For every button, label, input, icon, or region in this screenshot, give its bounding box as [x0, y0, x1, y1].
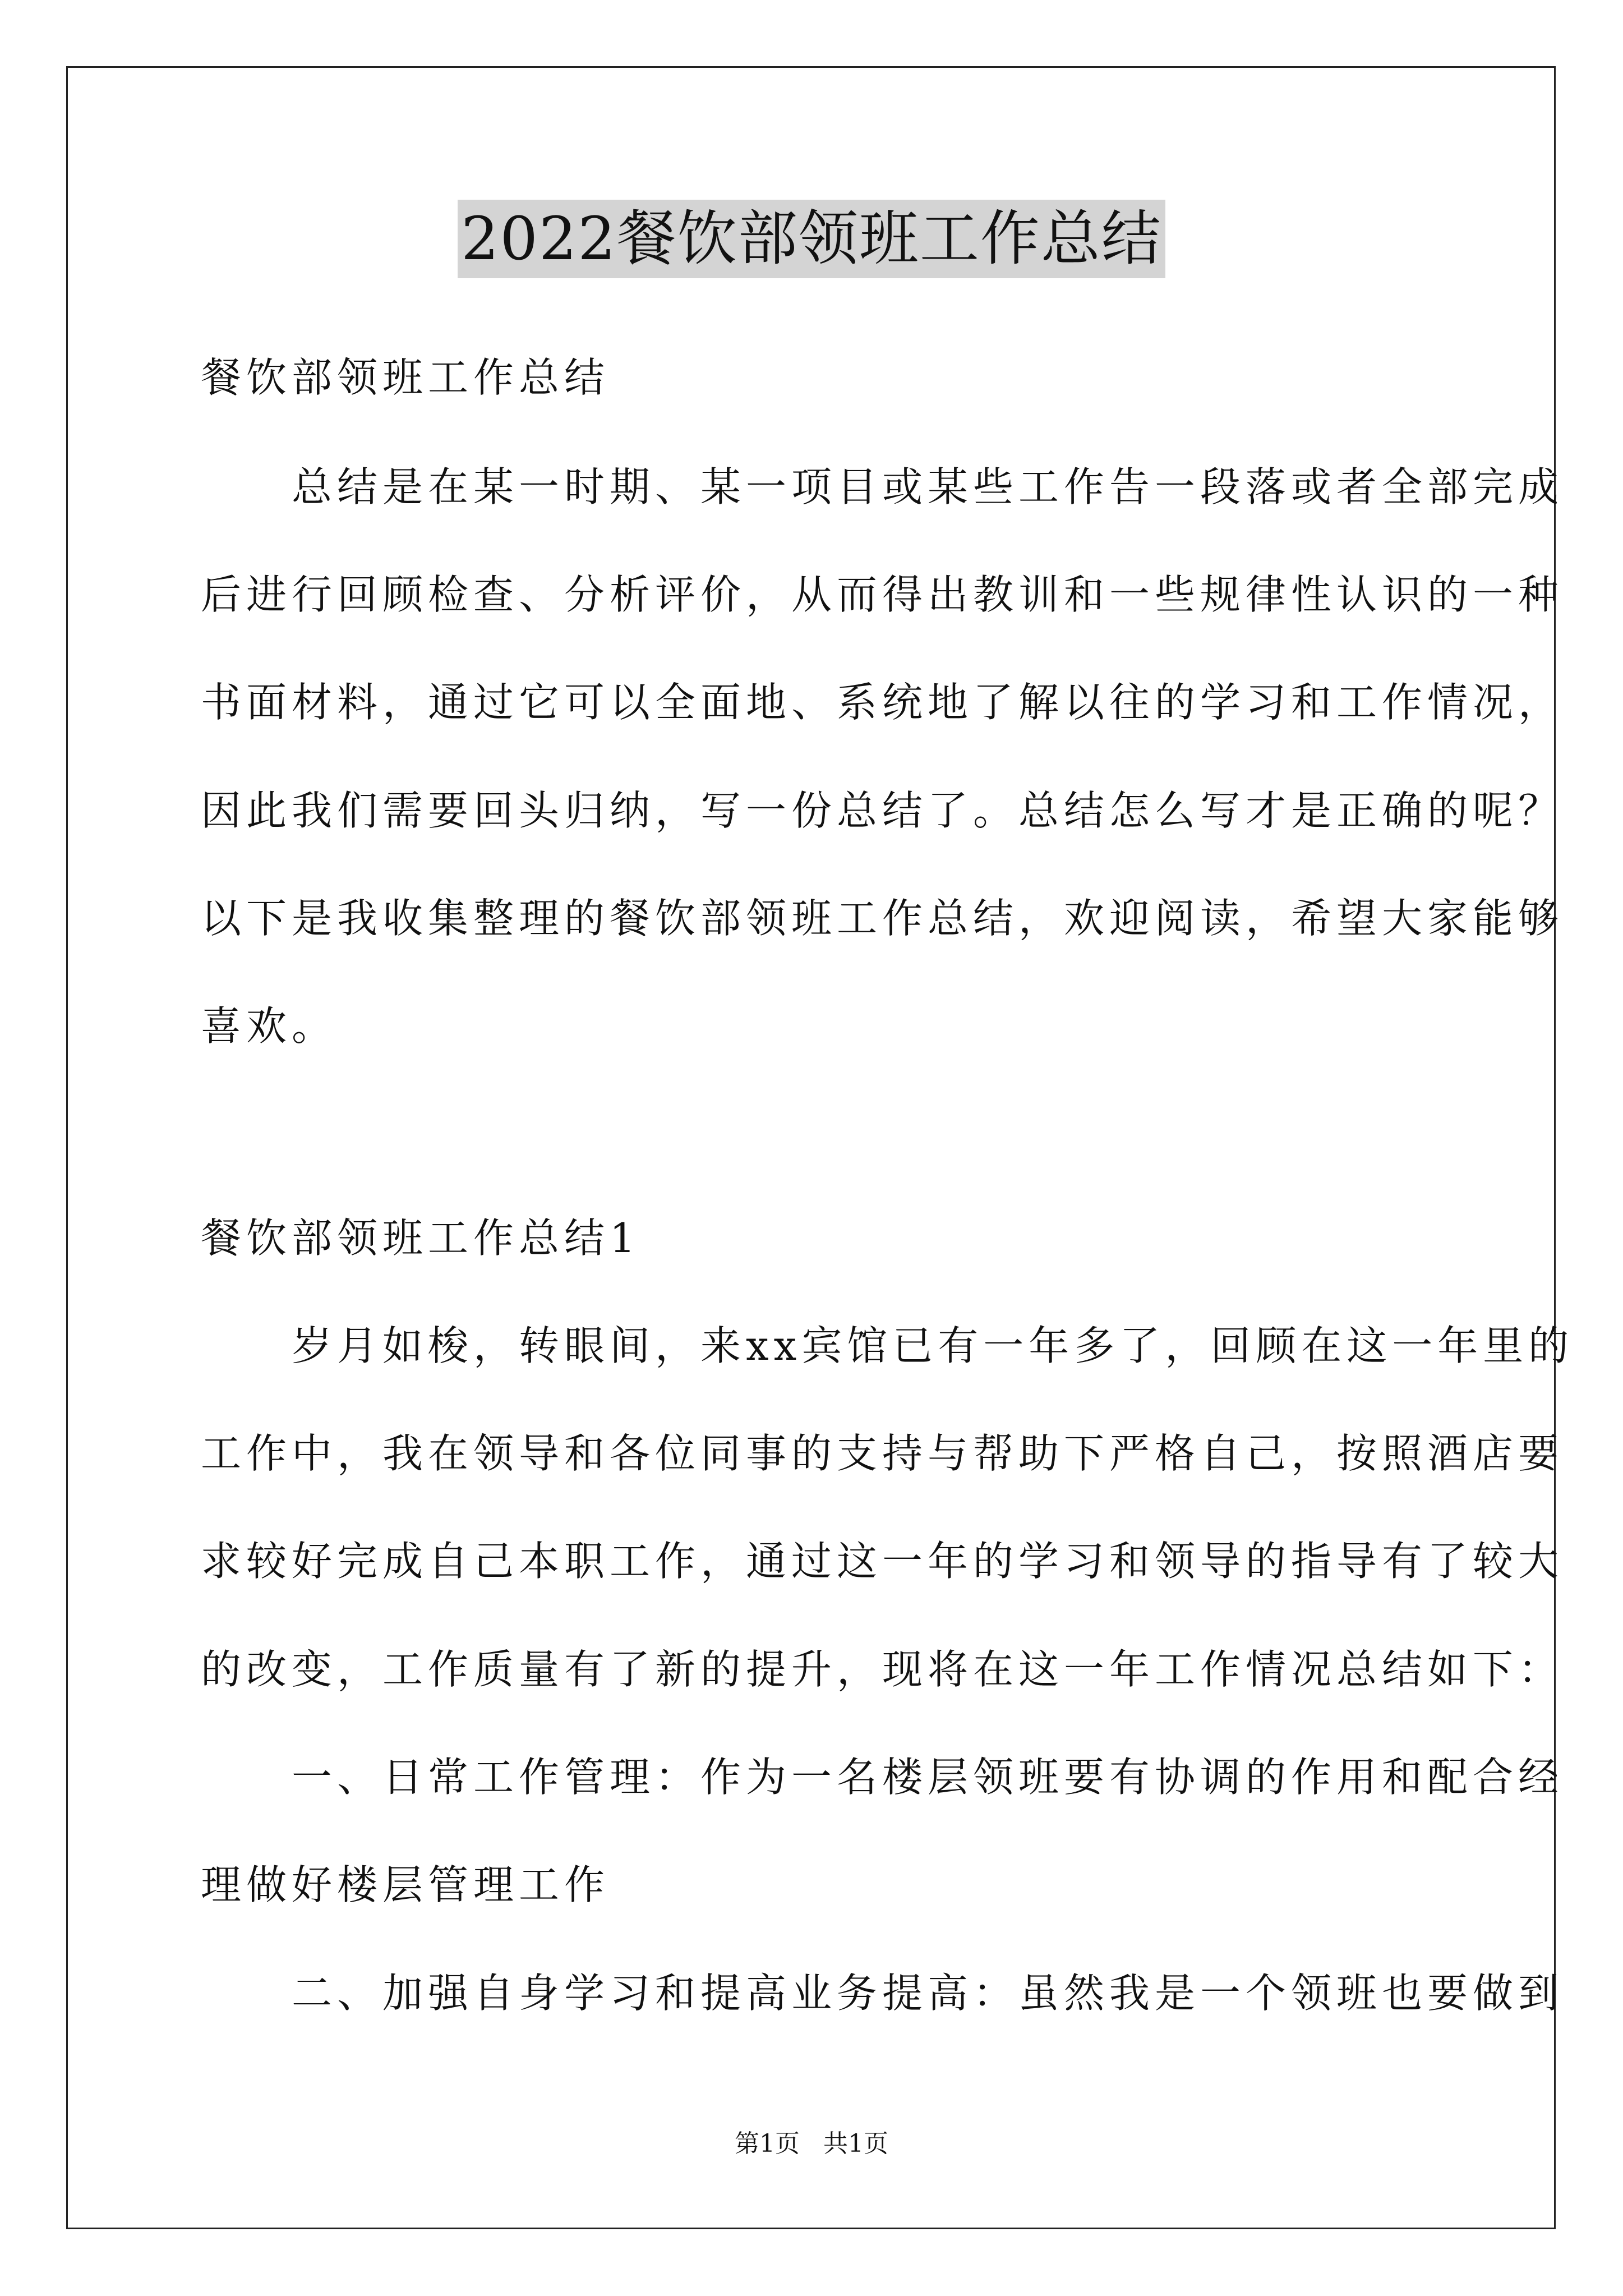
page-number: 第1页 [735, 2129, 800, 2158]
document-title: 2022餐饮部领班工作总结 [458, 200, 1165, 278]
section-line: 求较好完成自己本职工作，通过这一年的学习和领导的指导有了较大 [201, 1538, 1564, 1585]
section-line: 二、加强自身学习和提高业务提高：虽然我是一个领班也要做到 [201, 1970, 1564, 2017]
intro-line: 后进行回顾检查、分析评价，从而得出教训和一些规律性认识的一种 [201, 571, 1564, 618]
intro-line: 喜欢。 [201, 1002, 338, 1050]
page-total: 共1页 [823, 2129, 888, 2158]
intro-line: 书面材料，通过它可以全面地、系统地了解以往的学习和工作情况， [201, 679, 1564, 726]
intro-line: 因此我们需要回头归纳，写一份总结了。总结怎么写才是正确的呢？ [201, 787, 1564, 834]
section-line: 岁月如梭，转眼间，来xx宾馆已有一年多了，回顾在这一年里的 [201, 1322, 1574, 1369]
section-line: 工作中，我在领导和各位同事的支持与帮助下严格自己，按照酒店要 [201, 1430, 1564, 1477]
page-footer [0, 2127, 1623, 2161]
intro-line: 以下是我收集整理的餐饮部领班工作总结，欢迎阅读，希望大家能够 [201, 895, 1564, 942]
intro-line: 总结是在某一时期、某一项目或某些工作告一段落或者全部完成 [201, 463, 1564, 510]
document-subtitle: 餐饮部领班工作总结 [201, 354, 610, 401]
title-container [0, 200, 1623, 278]
section-heading: 餐饮部领班工作总结1 [201, 1214, 640, 1262]
section-line: 的改变，工作质量有了新的提升，现将在这一年工作情况总结如下： [201, 1646, 1564, 1693]
section-line: 理做好楼层管理工作 [201, 1861, 610, 1908]
section-line: 一、日常工作管理：作为一名楼层领班要有协调的作用和配合经 [201, 1754, 1564, 1801]
